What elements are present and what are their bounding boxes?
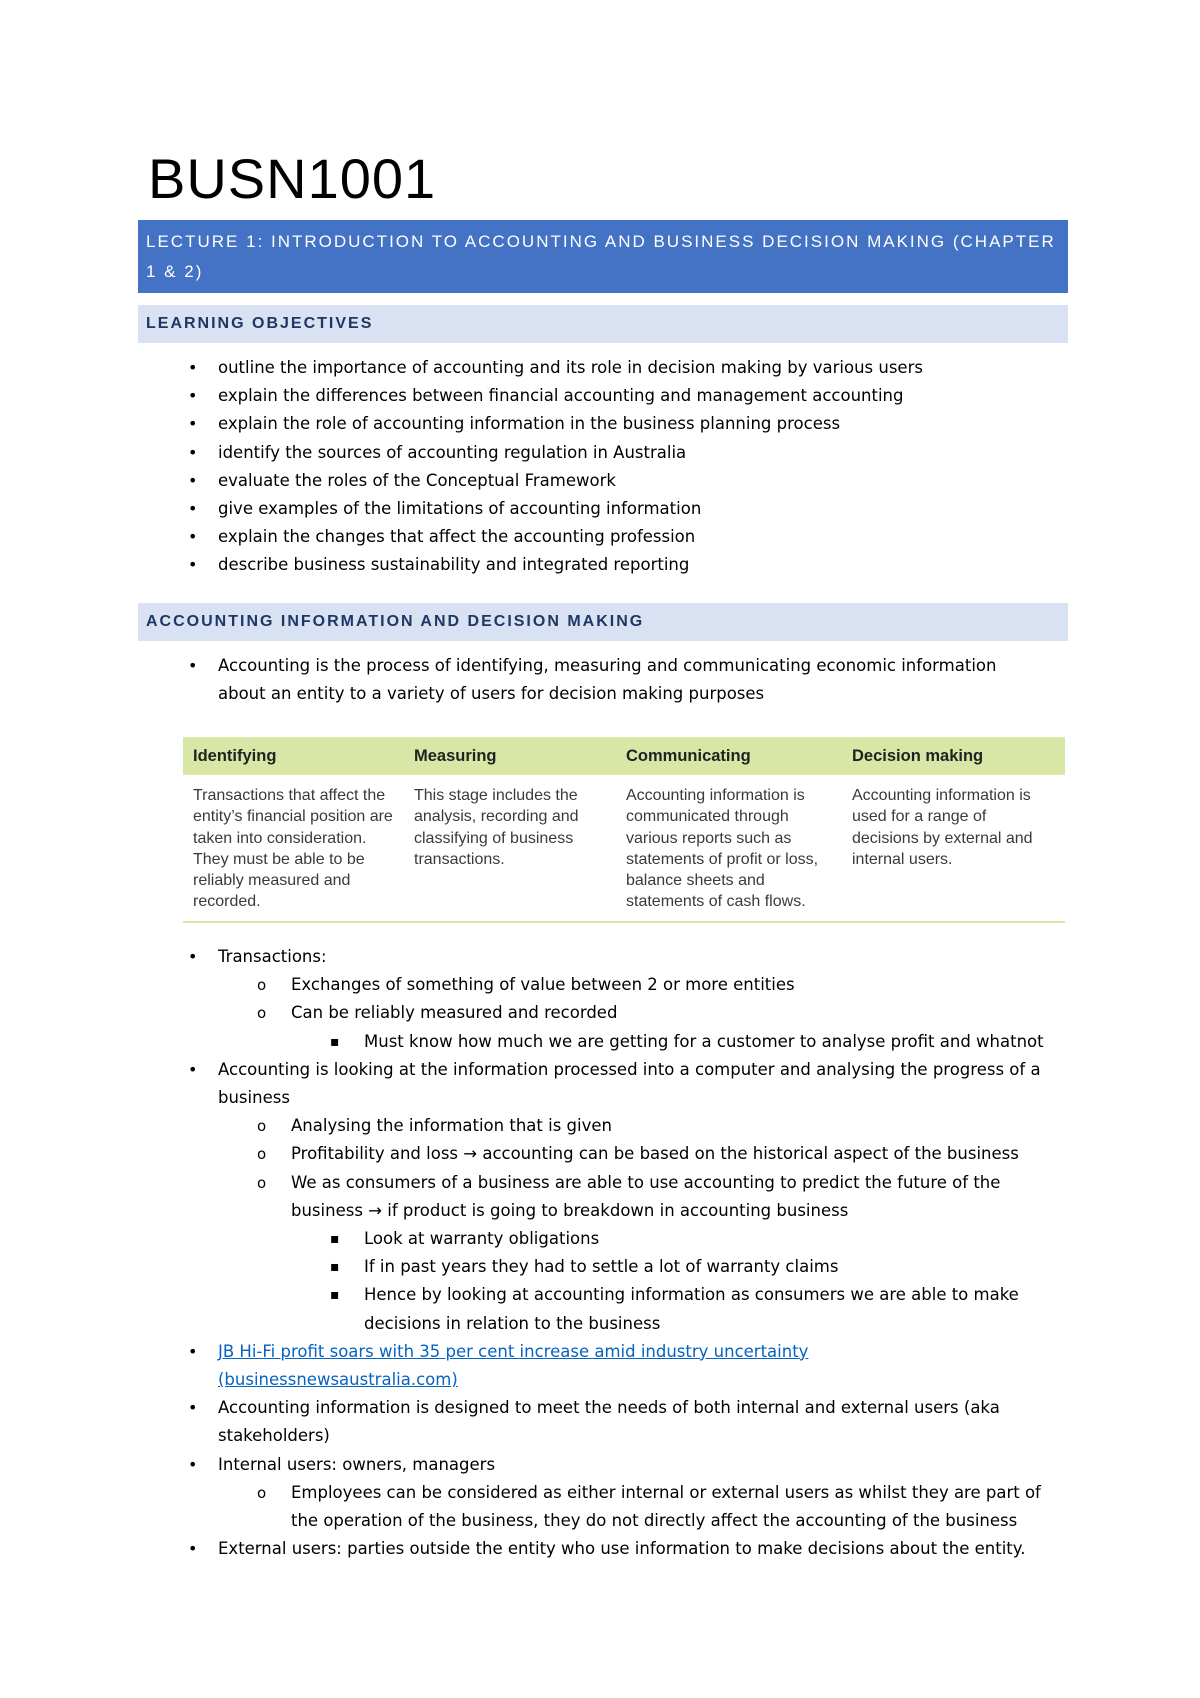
learning-objectives-heading: LEARNING OBJECTIVES: [138, 305, 1068, 343]
objective-item: • identify the sources of accounting regulation in Australia: [218, 439, 1048, 467]
accounting-definition: • Accounting is the process of identifying, measuring and communicating economic information about an entity to a variety of users for decision making purposes: [218, 652, 1048, 708]
table-header-communicating: Communicating: [616, 737, 842, 775]
link-list-item: [218, 1338, 1048, 1394]
objective-item: • explain the changes that affect the accounting profession: [218, 523, 1048, 551]
table-row: [183, 775, 1065, 922]
table-header-identifying: Identifying: [183, 737, 404, 775]
table-cell-identifying: Transactions that affect the entity’s financial position are taken into consideration. They must be able to be reliably measured and recorded.: [183, 775, 404, 922]
table-header-row: [183, 737, 1065, 775]
table-header-decision-making: Decision making: [842, 737, 1065, 775]
accounting-definition-list: [218, 652, 1048, 708]
list-item: o Profitability and loss → accounting can be based on the historical aspect of the business: [291, 1140, 1048, 1168]
list-item: • Transactions:: [218, 943, 1048, 971]
jb-hifi-article-link[interactable]: JB Hi-Fi profit soars with 35 per cent increase amid industry uncertainty (businessnewsaustralia.com): [218, 1341, 809, 1390]
list-item: o We as consumers of a business are able to use accounting to predict the future of the business → if product is going to breakdown in accounting business: [291, 1169, 1048, 1225]
list-item: ▪ Must know how much we are getting for a customer to analyse profit and whatnot: [364, 1028, 1048, 1056]
accounting-process-table: [183, 737, 1065, 923]
list-item: • Accounting information is designed to meet the needs of both internal and external users (aka stakeholders): [218, 1394, 1048, 1450]
objective-item: • explain the differences between financial accounting and management accounting: [218, 382, 1048, 410]
table-cell-measuring: This stage includes the analysis, recording and classifying of business transactions.: [404, 775, 616, 922]
objective-item: • describe business sustainability and integrated reporting: [218, 551, 1048, 579]
list-item: o Analysing the information that is given: [291, 1112, 1048, 1140]
accounting-section-heading: ACCOUNTING INFORMATION AND DECISION MAKING: [138, 603, 1068, 641]
list-item: • Accounting is looking at the information processed into a computer and analysing the progress of a business: [218, 1056, 1048, 1112]
lecture-header: LECTURE 1: INTRODUCTION TO ACCOUNTING AND BUSINESS DECISION MAKING (CHAPTER 1 & 2): [138, 220, 1068, 293]
list-item: o Employees can be considered as either internal or external users as whilst they are part of the operation of the business, they do not directly affect the accounting of the business: [291, 1479, 1048, 1535]
list-item: ▪ If in past years they had to settle a lot of warranty claims: [364, 1253, 1048, 1281]
objective-item: • evaluate the roles of the Conceptual Framework: [218, 467, 1048, 495]
table-cell-decision-making: Accounting information is used for a range of decisions by external and internal users.: [842, 775, 1065, 922]
objective-item: • give examples of the limitations of accounting information: [218, 495, 1048, 523]
notes-list: [218, 943, 1048, 1563]
list-item: ▪ Look at warranty obligations: [364, 1225, 1048, 1253]
list-item: o Exchanges of something of value between 2 or more entities: [291, 971, 1048, 999]
list-item: • Internal users: owners, managers: [218, 1451, 1048, 1479]
list-item: ▪ Hence by looking at accounting information as consumers we are able to make decisions in relation to the business: [364, 1281, 1048, 1337]
objective-item: • explain the role of accounting information in the business planning process: [218, 410, 1048, 438]
list-item: o Can be reliably measured and recorded: [291, 999, 1048, 1027]
list-item: • External users: parties outside the entity who use information to make decisions about the entity.: [218, 1535, 1048, 1563]
learning-objectives-list: [218, 354, 1048, 580]
table-cell-communicating: Accounting information is communicated through various reports such as statements of profit or loss, balance sheets and statements of cash flows.: [616, 775, 842, 922]
document-title: BUSN1001: [148, 147, 437, 210]
objective-item: • outline the importance of accounting and its role in decision making by various users: [218, 354, 1048, 382]
table-header-measuring: Measuring: [404, 737, 616, 775]
